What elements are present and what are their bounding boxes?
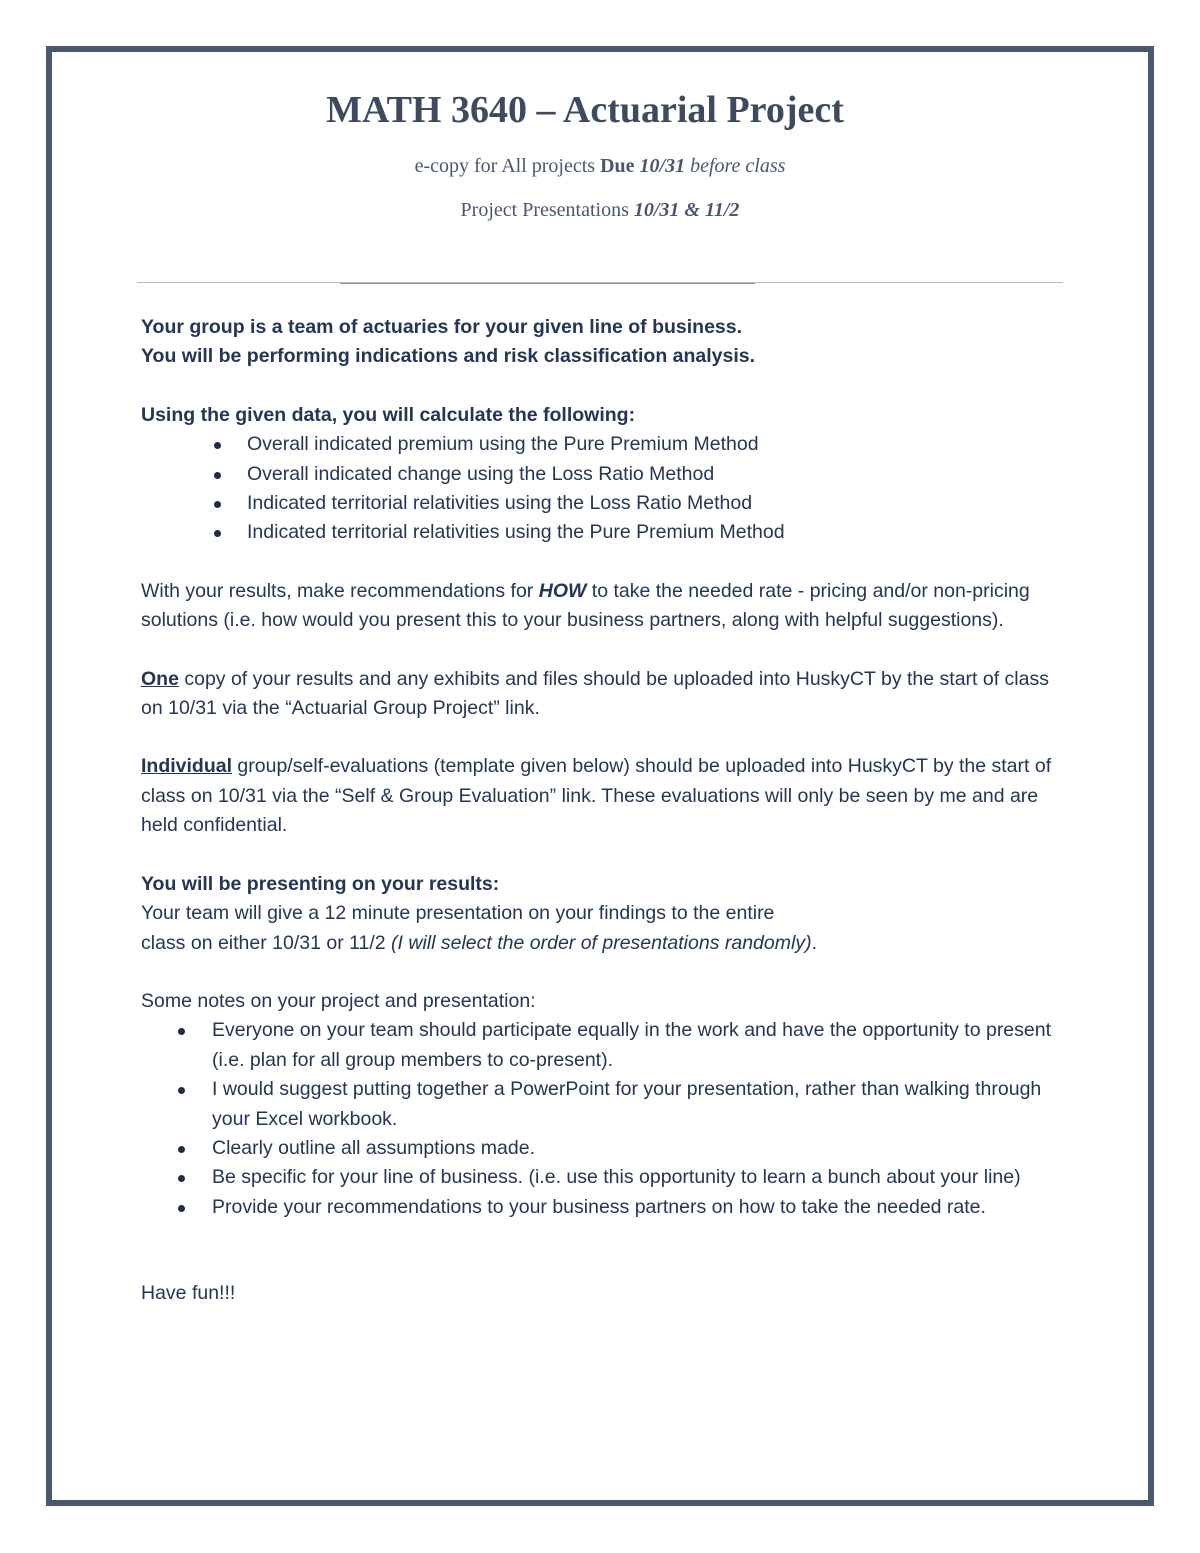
upload-one-paragraph: One copy of your results and any exhibits and files should be uploaded into HuskyCT by the start of class on 10/31 via the “Actuarial Group Project” link. — [141, 667, 1049, 720]
due-date: 10/31 — [639, 155, 686, 177]
divider-rule-accent — [340, 283, 755, 284]
upload-individual-paragraph: Individual group/self-evaluations (template given below) should be uploaded into HuskyCT by the start of class on 10/31 via the “Self & Group Evaluation” link. These evaluations will only be seen by me and are held confidential. — [141, 755, 1052, 837]
individual-emphasis: Individual — [141, 755, 233, 778]
random-order-note: (I will select the order of presentations randomly) — [391, 931, 812, 954]
intro-line-2: You will be performing indications and risk classification analysis. — [141, 345, 756, 368]
presenting-line-1: Your team will give a 12 minute presentation on your findings to the entire — [141, 902, 775, 925]
recommend-paragraph: With your results, make recommendations for HOW to take the needed rate - pricing and/or non-pricing solutions (i.e. how would you present this to your business partners, along with helpful suggestions). — [141, 579, 1030, 632]
presentation-prefix: Project Presentations — [460, 199, 634, 221]
list-item: Provide your recommendations to your business partners on how to take the needed rate. — [141, 1193, 1061, 1222]
list-item: I would suggest putting together a PowerPoint for your presentation, rather than walking through your Excel workbook. — [141, 1075, 1061, 1134]
notes-heading: Some notes on your project and presentation: — [141, 989, 536, 1012]
how-emphasis: HOW — [538, 579, 587, 602]
calculate-list — [141, 430, 1061, 548]
document-body — [141, 313, 1061, 1309]
notes-list — [141, 1016, 1061, 1222]
presenting-heading: You will be presenting on your results: — [141, 872, 500, 895]
list-item: Everyone on your team should participate equally in the work and have the opportunity to present (i.e. plan for all group members to co-present). — [141, 1016, 1061, 1075]
list-item: Overall indicated change using the Loss Ratio Method — [141, 460, 1061, 489]
list-item: Indicated territorial relativities using the Loss Ratio Method — [141, 489, 1061, 518]
list-item: Be specific for your line of business. (i.e. use this opportunity to learn a bunch about your line) — [141, 1163, 1061, 1192]
closing-line: Have fun!!! — [141, 1282, 236, 1305]
due-suffix: before class — [685, 155, 786, 177]
presenting-line-2: class on either 10/31 or 11/2 (I will select the order of presentations randomly). — [141, 931, 817, 954]
document-title: MATH 3640 – Actuarial Project — [326, 89, 844, 131]
intro-line-1: Your group is a team of actuaries for your given line of business. — [141, 316, 743, 338]
due-prefix: e-copy for All projects — [414, 155, 601, 177]
list-item: Indicated territorial relativities using the Pure Premium Method — [141, 518, 1061, 547]
due-line — [0, 155, 1200, 178]
list-item: Overall indicated premium using the Pure Premium Method — [141, 430, 1061, 459]
presentation-dates: 10/31 & 11/2 — [633, 199, 740, 221]
list-item: Clearly outline all assumptions made. — [141, 1134, 1061, 1163]
presentation-line — [0, 199, 1200, 222]
due-word: Due — [600, 155, 635, 177]
one-emphasis: One — [141, 667, 179, 690]
calculate-heading: Using the given data, you will calculate the following: — [141, 403, 636, 426]
